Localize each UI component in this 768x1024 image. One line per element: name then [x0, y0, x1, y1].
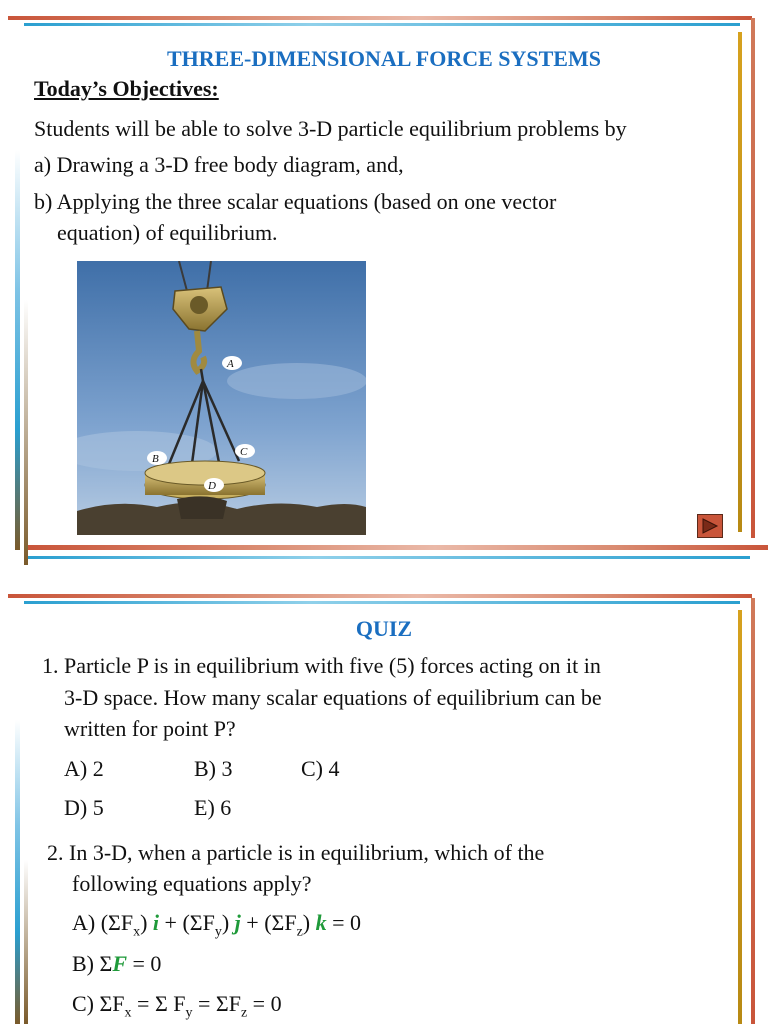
left-rule-dark: [24, 300, 28, 565]
q2a-p3: ): [221, 910, 230, 935]
right-rule-gold: [738, 32, 742, 532]
bottom-rule-blue: [28, 556, 750, 559]
q2c-p2: = ΣF: [198, 991, 241, 1016]
q1-option-a[interactable]: A) 2: [64, 756, 104, 781]
crane-magnet-illustration: [77, 261, 366, 535]
left-rule: [15, 150, 20, 550]
objectives-heading: Today’s Objectives:: [34, 76, 219, 101]
label-b: B: [152, 453, 159, 465]
question-2-line1: 2. In 3-D, when a particle is in equilibrium, which of the: [47, 840, 545, 865]
objective-a: a) Drawing a 3-D free body diagram, and,: [34, 152, 404, 177]
q2a-p5: ): [302, 910, 311, 935]
left-rule: [15, 720, 20, 1024]
q2-option-c[interactable]: [72, 991, 282, 1021]
q2b-prefix: B) Σ: [72, 951, 113, 976]
q2a-p2: + (ΣF: [164, 910, 215, 935]
q1-option-e[interactable]: E) 6: [194, 795, 232, 820]
label-a: A: [227, 358, 234, 370]
q2-option-b[interactable]: [72, 951, 161, 977]
q1-option-d[interactable]: D) 5: [64, 795, 104, 820]
q2a-p1: ): [140, 910, 148, 935]
quiz-title: QUIZ: [355, 616, 413, 641]
q2a-p4: + (ΣF: [246, 910, 297, 935]
objectives-intro: Students will be able to solve 3-D particle equilibrium problems by: [34, 116, 627, 141]
q2a-sub-z: z: [296, 924, 303, 940]
objective-b-line1: b) Applying the three scalar equations (based on one vector: [34, 189, 557, 214]
right-rule-rust: [751, 18, 755, 538]
right-rule-rust: [751, 598, 755, 1024]
q2a-end: = 0: [332, 910, 362, 935]
top-rule: [8, 16, 752, 20]
q2c-sub-y: y: [185, 1005, 193, 1021]
q2c-end: = 0: [252, 991, 282, 1016]
next-slide-button[interactable]: [697, 514, 723, 538]
play-triangle-icon: [701, 518, 719, 534]
vector-f: F: [112, 951, 127, 976]
label-d: D: [208, 480, 216, 492]
q2c-prefix: C) ΣF: [72, 991, 125, 1016]
top-rule-blue: [24, 23, 740, 26]
bottom-rule: [28, 545, 768, 550]
slide-title: THREE-DIMENSIONAL FORCE SYSTEMS: [167, 46, 601, 71]
crane-magnet-photo: [77, 261, 366, 535]
question-2-line2: following equations apply?: [72, 871, 312, 896]
question-1-line2: 3-D space. How many scalar equations of equilibrium can be: [64, 685, 602, 710]
question-1-line1: 1. Particle P is in equilibrium with five (5) forces acting on it in: [42, 653, 601, 678]
left-rule-dark: [24, 860, 28, 1024]
q2b-end: = 0: [132, 951, 162, 976]
objective-b-line2: equation) of equilibrium.: [57, 220, 278, 245]
q2c-sub-x: x: [124, 1005, 132, 1021]
unit-vector-k: k: [315, 910, 327, 935]
q2c-p1: = Σ F: [137, 991, 186, 1016]
q2c-sub-z: z: [240, 1005, 248, 1021]
top-rule-blue: [24, 601, 740, 604]
question-1-line3: written for point P?: [64, 716, 236, 741]
q2-option-a[interactable]: [72, 910, 361, 940]
q2a-prefix: A) (ΣF: [72, 910, 134, 935]
q2a-sub-x: x: [133, 924, 141, 940]
unit-vector-j: j: [234, 910, 241, 935]
top-rule: [8, 594, 752, 598]
right-rule-gold: [738, 610, 742, 1024]
q1-option-b[interactable]: B) 3: [194, 756, 233, 781]
label-c: C: [240, 446, 248, 458]
slide-quiz: [0, 580, 768, 1024]
unit-vector-i: i: [152, 910, 160, 935]
q1-option-c[interactable]: C) 4: [301, 756, 340, 781]
q2a-sub-y: y: [214, 924, 222, 940]
